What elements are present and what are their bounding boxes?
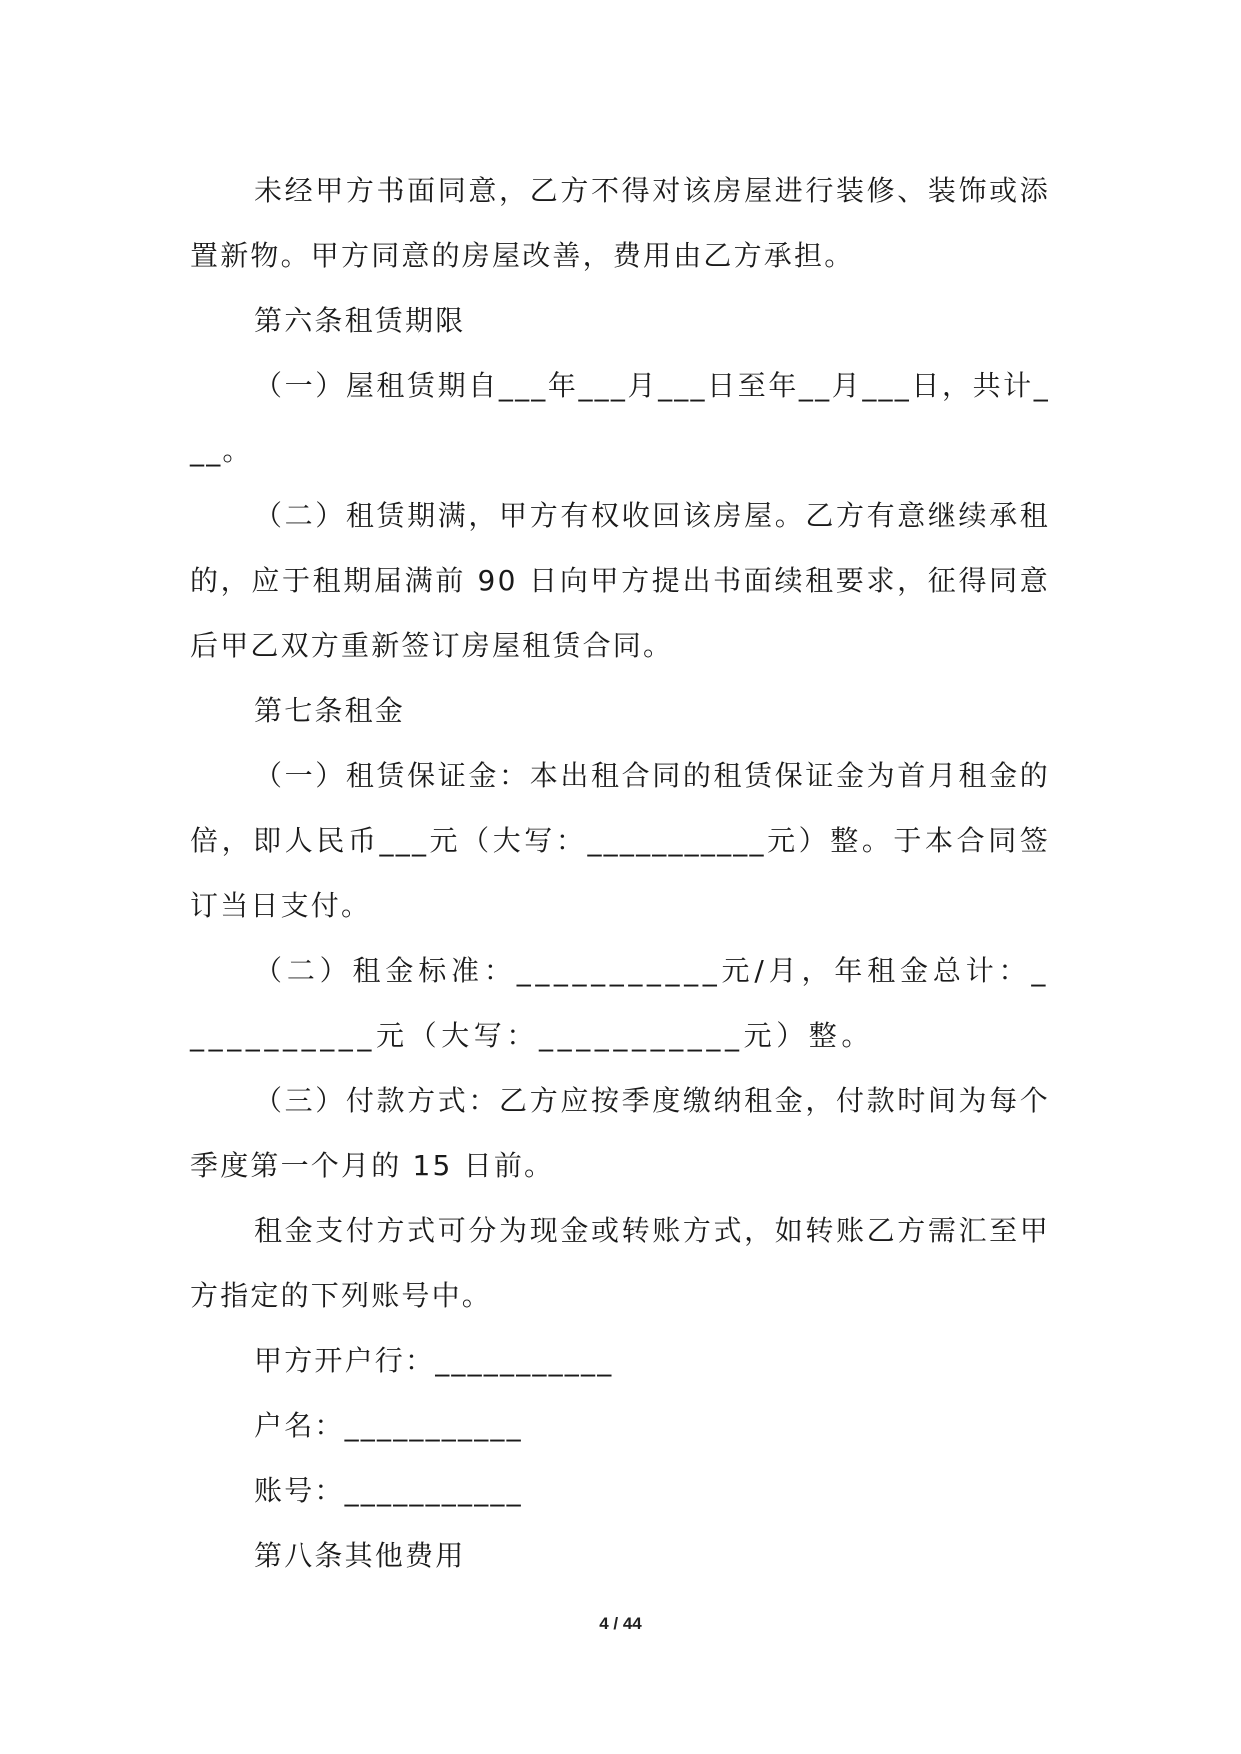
paragraph-security-deposit: （一）租赁保证金：本出租合同的租赁保证金为首月租金的倍，即人民币___元（大写：___________元）整。于本合同签订当日支付。 bbox=[190, 759, 1050, 922]
page-number: 4 / 44 bbox=[599, 1614, 642, 1633]
heading-article-6-lease-term: 第六条租赁期限 bbox=[254, 304, 466, 337]
field-account-number: 账号：___________ bbox=[254, 1474, 523, 1507]
heading-article-8-other-fees: 第八条其他费用 bbox=[254, 1539, 466, 1572]
field-bank-name: 甲方开户行：___________ bbox=[254, 1344, 614, 1377]
document-body bbox=[190, 158, 1050, 1588]
heading-article-7-rent: 第七条租金 bbox=[254, 694, 406, 727]
field-account-name: 户名：___________ bbox=[254, 1409, 523, 1442]
paragraph-lease-period: （一）屋租赁期自___年___月___日至年__月___日，共计___。 bbox=[190, 369, 1050, 467]
paragraph-renovation-consent: 未经甲方书面同意，乙方不得对该房屋进行装修、装饰或添置新物。甲方同意的房屋改善，费用由乙方承担。 bbox=[190, 174, 1050, 272]
paragraph-payment-method: （三）付款方式：乙方应按季度缴纳租金，付款时间为每个季度第一个月的 15 日前。 bbox=[190, 1084, 1050, 1182]
paragraph-rent-standard: （二）租金标准：___________元/月，年租金总计：___________元（大写：___________元）整。 bbox=[190, 954, 1050, 1052]
paragraph-payment-channel: 租金支付方式可分为现金或转账方式，如转账乙方需汇至甲方指定的下列账号中。 bbox=[190, 1214, 1050, 1312]
paragraph-lease-expiry: （二）租赁期满，甲方有权收回该房屋。乙方有意继续承租的，应于租期届满前 90 日向甲方提出书面续租要求，征得同意后甲乙双方重新签订房屋租赁合同。 bbox=[190, 499, 1050, 662]
